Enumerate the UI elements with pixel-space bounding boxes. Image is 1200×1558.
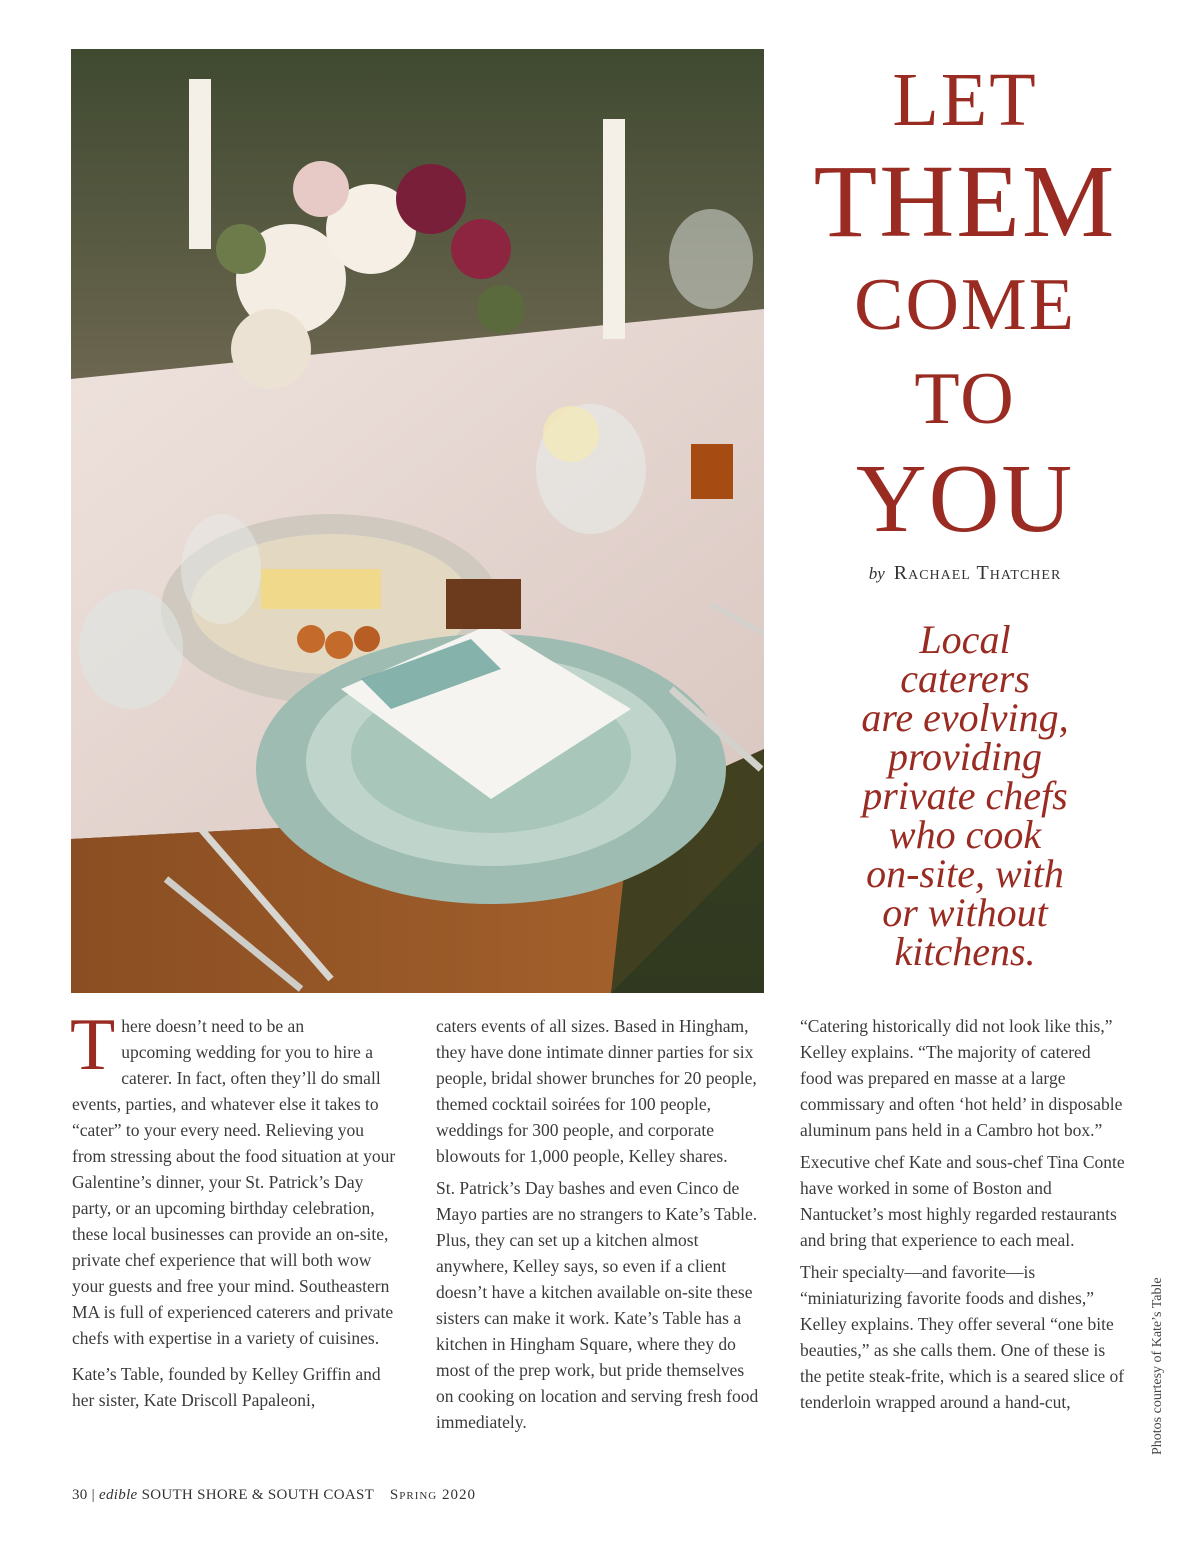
title-line-let: LET: [892, 58, 1038, 142]
deck-line: who cook: [888, 812, 1042, 857]
deck-line: caterers: [900, 656, 1030, 701]
title-line-come: COME: [854, 264, 1076, 346]
photo-credit-text: Photos courtesy of Kate’s Table: [1150, 1277, 1165, 1455]
title-line-to: TO: [914, 358, 1016, 440]
issue-season: Spring 2020: [389, 1487, 476, 1503]
deck-line: are evolving,: [861, 695, 1069, 740]
body-paragraph: [70, 1004, 402, 1351]
photo-credit: [1148, 1260, 1168, 1460]
body-column-3: [800, 1013, 1125, 1421]
table-setting-image: [71, 49, 764, 993]
body-paragraph: “Catering historically did not look like this,” Kelley explains. “The majority of catered food was prepared en masse at a large commissary and often ‘hot held’ in disposable aluminum pans held in a Cambro hot box.”: [800, 1016, 1123, 1140]
body-paragraph: St. Patrick’s Day bashes and even Cinco de Mayo parties are no strangers to Kate’s Table. Plus, they can set up a kitchen almost anywhere, Kelley says, so even if a client doesn’t have a kitchen available on-site these sisters can make it work. Kate’s Table has a kitchen in Hingham Square, where they do most of the prep work, but pride themselves on cooking on location and serving fresh food immediately.: [436, 1178, 759, 1432]
deck-line: or without: [882, 890, 1048, 935]
drop-cap: T: [70, 1004, 116, 1086]
body-text: here doesn’t need to be an: [121, 1016, 305, 1036]
deck-line: kitchens.: [894, 929, 1036, 974]
body-text: upcoming wedding for you to: [121, 1042, 330, 1062]
deck-line: on-site, with: [866, 851, 1064, 896]
title-line-you: YOU: [855, 445, 1075, 553]
article-deck: [790, 617, 1140, 974]
body-paragraph: caters events of all sizes. Based in Hingham, they have done intimate dinner parties for six people, bridal shower brunches for 20 people, themed cocktail soirées for 100 people, weddings for 300 people, and corporate blowouts for 1,000 people, Kelley shares.: [436, 1016, 757, 1166]
deck-line: Local: [919, 617, 1011, 662]
deck-line: providing: [887, 734, 1043, 779]
publication-name: SOUTH SHORE & SOUTH COAST: [141, 1487, 374, 1503]
body-column-2: [436, 1013, 761, 1441]
body-paragraph: Their specialty—and favorite—is “miniaturizing favorite foods and dishes,” Kelley explains. They offer several “one bite beauties,” as she calls them. One of these is the petite steak-frite, which is a seared slice of tenderloin wrapped around a hand-cut,: [800, 1262, 1125, 1412]
byline-by: by: [868, 564, 885, 583]
body-paragraph: Executive chef Kate and sous-chef Tina Conte have worked in some of Boston and Nantucket’s most highly regarded restaurants and bring that experience to each meal.: [800, 1152, 1125, 1250]
page-number: 30: [72, 1487, 88, 1503]
body-paragraph: Kate’s Table, founded by Kelley Griffin and her sister, Kate Driscoll Papaleoni,: [72, 1364, 381, 1410]
title-line-them: THEM: [813, 144, 1117, 259]
deck-line: private chefs: [862, 773, 1068, 818]
byline-author: Rachael Thatcher: [893, 562, 1062, 584]
page-footer: [72, 1487, 476, 1504]
body-column-1: [70, 1004, 402, 1419]
body-text: hire a caterer. In fact, often they’ll do small events, parties, and whatever else it takes to “cater” to your every need. Relieving you from stressing about the food situation at your Galentine’s dinner, your St. Patrick’s Day party, or an upcoming birthday celebration, these local businesses can provide an on-site, private chef experience that will both wow your guests and free your mind. Southeastern MA is full of experienced caterers and private chefs with expertise in a variety of cuisines.: [72, 1042, 396, 1348]
publication-prefix: edible: [99, 1487, 138, 1503]
feature-photo: [71, 49, 764, 993]
byline: [790, 562, 1140, 585]
footer-separator: |: [91, 1487, 95, 1503]
